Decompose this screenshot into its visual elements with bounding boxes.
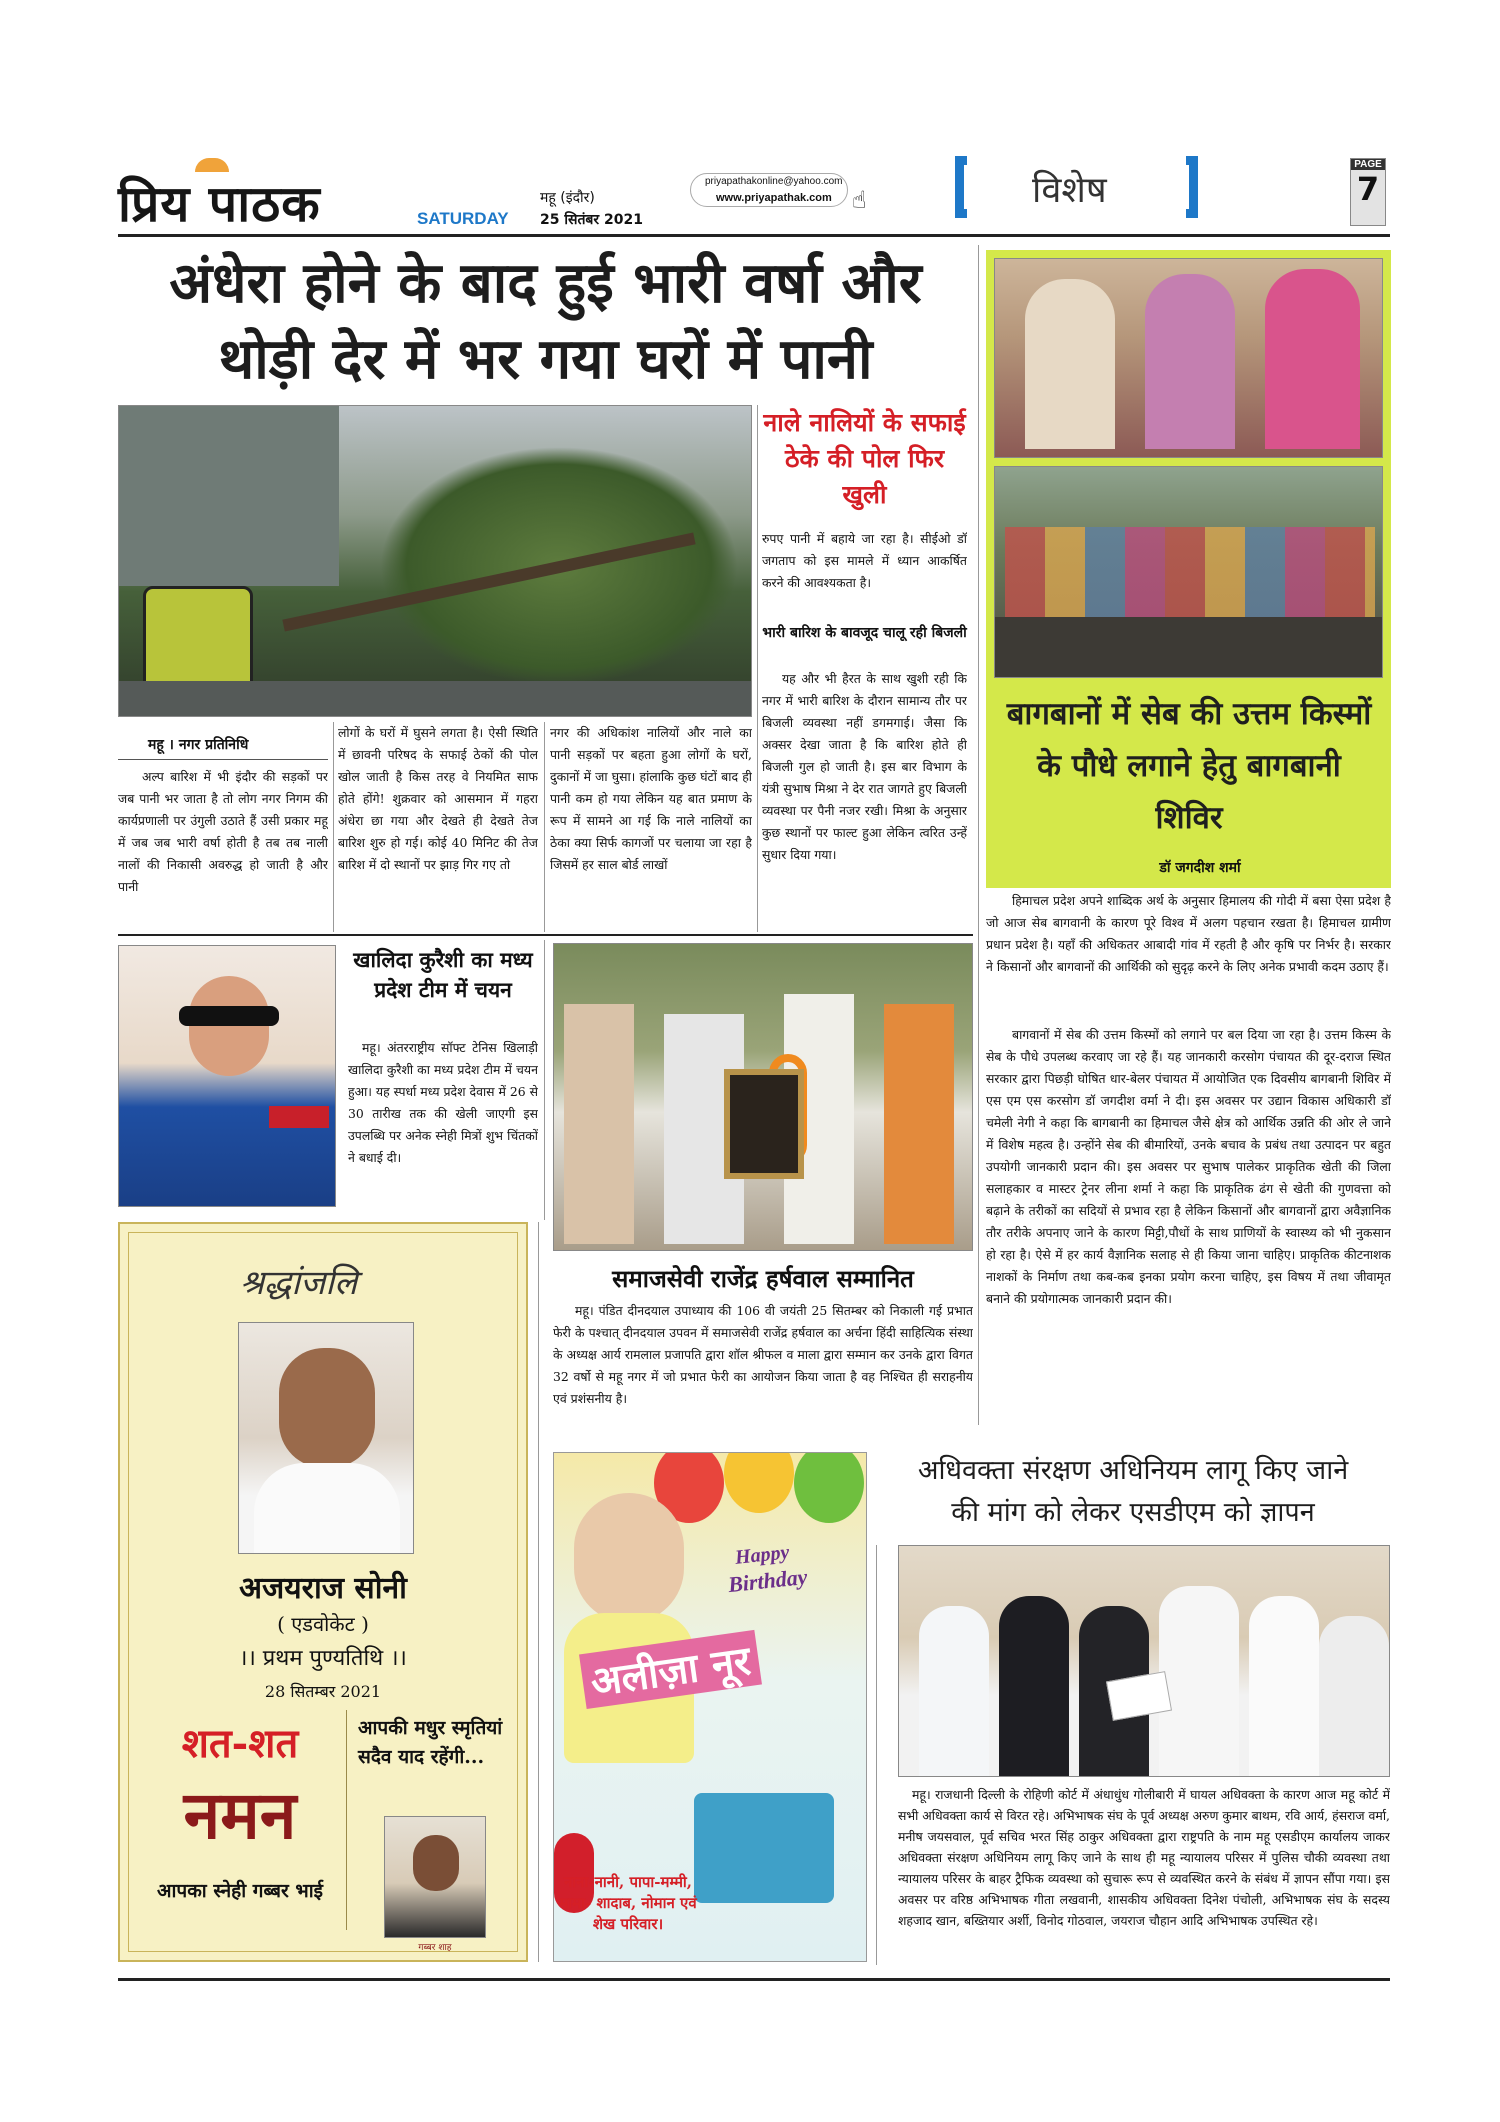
birthday-happy: Happy: [733, 1541, 791, 1569]
side-subheadline: भारी बारिश के बावजूद चालू रही बिजली: [762, 625, 967, 641]
birthday-bday: Birthday: [726, 1563, 809, 1598]
khalida-headline: खालिदा कुरैशी का मध्य प्रदेश टीम में चयन: [353, 947, 533, 1002]
masthead-date: 25 सितंबर 2021: [540, 212, 643, 228]
masthead-rule: [118, 234, 1390, 237]
dateline-underline: [118, 759, 328, 760]
pointer-hand-icon: ☝: [852, 186, 867, 214]
advocate-photo: [898, 1545, 1390, 1777]
masthead: [0, 0, 1500, 235]
lead-headline-line1: अंधेरा होने के बाद हुई भारी वर्षा और: [169, 250, 922, 316]
tribute-title: ( एडवोकेट ): [277, 1612, 369, 1636]
tribute-portrait: [238, 1322, 414, 1554]
masthead-website[interactable]: www.priyapathak.com: [716, 192, 832, 204]
page-label: PAGE: [1351, 159, 1385, 170]
tribute-memory: आपकी मधुर स्मृतियां सदैव याद रहेंगी...: [358, 1717, 503, 1768]
page-number: 7: [1356, 170, 1380, 208]
masthead-place: महू (इंदौर): [540, 190, 595, 206]
garden-byline: डॉ जगदीश शर्मा: [1159, 860, 1241, 876]
birthday-name: अलीज़ा नूर: [579, 1630, 762, 1709]
garden-photo-1: [994, 258, 1383, 458]
tribute-script-title: श्रद्धांजलि: [240, 1263, 358, 1303]
sender-photo: [384, 1816, 486, 1938]
tribute-occasion: ।। प्रथम पुण्यतिथि ।।: [239, 1646, 407, 1671]
section-bracket-right-icon: [1186, 156, 1198, 218]
advocate-headline-line1: अधिवक्ता संरक्षण अधिनियम लागू किए जाने: [917, 1455, 1349, 1486]
section-bracket-left-icon: [955, 156, 967, 218]
garden-headline: बागबानों में सेब की उत्तम किस्मों के पौधे लगाने हेतु बागबानी शिविर: [1006, 696, 1372, 836]
lead-col-3: नगर की अधिकांश नालियों और नाले का पानी सड़कों पर बहता हुआ लोगों के घरों, दुकानों में जा घुसा। हांलाकि कुछ घंटों बाद ही पानी कम हो गया लेकिन यह बात प्रमाण के रूप में सामने आ गई कि नाले नालियों का ठेका क्या सिर्फ कागजों पर चलाया जा रहा है जिसमें हर साल बोर्ड लाखों: [550, 725, 752, 872]
birthday-wishes: नाना-नानी, पापा-मम्मी, मामा- शादाब, नोमान एवं शेख परिवार।: [559, 1873, 697, 1933]
lead-headline-line2: थोड़ी देर में भर गया घरों में पानी: [218, 326, 873, 392]
tribute-big-2: नमन: [183, 1776, 297, 1854]
lead-headline: [118, 245, 973, 397]
garden-para-1: हिमाचल प्रदेश अपने शाब्दिक अर्थ के अनुसार हिमालय की गोदी में बसा ऐसा प्रदेश है जो आज सेब बागवानी के कारण पूरे विश्व में अलग पहचान रखता है। हिमाचल ग्रामीण प्रधान प्रदेश है। यहाँ की अधिकतर आबादी गांव में रहती है और कृषि पर निर्भर है। सरकार ने किसानों और बागवानों की आर्थिकी को सुदृढ़ करने के लिए अनेक प्रभावी कदम उठाए हैं।: [986, 893, 1391, 974]
khalida-text: महू। अंतरराष्ट्रीय सॉफ्ट टेनिस खिलाड़ी खालिदा कुरैशी का मध्य प्रदेश टीम में चयन हुआ। यह स्पर्धा मध्य प्रदेश देवास में 26 से 30 तारीख तक की खेली जाएगी इस उपलब्धि पर अनेक स्नेही मित्रों शुभ चिंतकों ने बधाई दी।: [348, 1040, 538, 1165]
lead-col-2: लोगों के घरों में घुसने लगता है। ऐसी स्थिति में छावनी परिषद के सफाई ठेकों की पोल खोल जाती है किस तरह वे नियमित साफ होते होंगे! शुक्रवार को आसमान में गहरा अंधेरा छा गया और देखते ही देखते तेज बारिश शुरु हो गई। कोई 40 मिनिट की तेज बारिश में दो स्थानों पर झाड़ गिर गए तो: [338, 725, 538, 872]
tribute-sender: आपका स्नेही गब्बर भाई: [157, 1880, 323, 1902]
masthead-email[interactable]: priyapathakonline@yahoo.com: [705, 176, 843, 187]
tribute-date: 28 सितम्बर 2021: [264, 1682, 382, 1701]
section-label: विशेष: [1032, 170, 1107, 211]
masthead-day: SATURDAY: [417, 209, 509, 228]
khalida-photo: [118, 945, 336, 1207]
advocate-text: महू। राजधानी दिल्ली के रोहिणी कोर्ट में अंधाधुंध गोलीबारी में घायल अधिवक्ता के कारण आज महू कोर्ट में सभी अधिवक्ता कार्य से विरत रहे। अभिभाषक संघ के पूर्व अध्यक्ष अरुण कुमार बाथम, रवि आर्य, हंसराज वर्मा, मनीष जयसवाल, पूर्व सचिव भरत सिंह ठाकुर अधिवक्ता द्वारा राष्ट्रपति के नाम महू एसडीएम कार्यालय जाकर अधिवक्ता संरक्षण अधिनियम लागू किए जाने के साथ ही महू न्यायालय परिसर में पुलिस चौकी व्यवस्था तथा न्यायालय परिसर के बाहर ट्रैफिक व्यवस्था को सुचारू रूप से व्यवस्थित करने के संबंध में ज्ञापन सौंपा गया। इस अवसर पर वरिष्ठ अभिभाषक गीता लखवानी, शासकीय अधिवक्ता दिनेश पंचोली, अभिभाषक संघ के सदस्य शहजाद खान, बख्तियार अर्शी, विनोद गोठवाल, जयराज चौहान आदि अभिभाषक उपस्थित रहे।: [898, 1787, 1390, 1928]
rajendra-text: महू। पंडित दीनदयाल उपाध्याय की 106 वी जयंती 25 सितम्बर को निकाली गई प्रभात फेरी के पश्चात् दीनदयाल उपवन में समाजसेवी राजेंद्र हर्षवाल का अर्चना हिंदी साहित्यिक संस्था के अध्यक्ष आर्य रामलाल प्रजापति द्वारा शॉल श्रीफल व माला द्वारा सम्मान कर उनके द्वारा विगत 32 वर्षो से महू नगर में जो प्रभात फेरी का आयोजन किया जाता है वह निश्चित ही सराहनीय एवं प्रशंसनीय है।: [553, 1303, 973, 1406]
side-text-2: यह और भी हैरत के साथ खुशी रही कि नगर में भारी बारिश के दौरान सामान्य तौर पर बिजली व्यवस्था नहीं डगमगाई। जैसा कि अक्सर देखा जाता है कि बारिश होते ही बिजली गुल हो जाती है। इस बार विभाग के यंत्री सुभाष मिश्रा ने देर रात जागते हुए बिजली व्यवस्था पर पैनी नजर रखी। मिश्रा के अनुसार कुछ स्थानों पर फाल्ट हुआ लेकिन त्वरित उन्हें सुधार दिया गया।: [762, 671, 967, 862]
rajendra-photo: [553, 943, 973, 1251]
garden-para-2: बागवानों में सेब की उत्तम किस्मों को लगाने पर बल दिया जा रहा है। उत्तम किस्म के सेब के पौधे उपलब्ध करवाए जा रहे हैं। यह जानकारी करसोग पंचायत की दूर-दराज स्थित सरकार द्वारा पिछड़ी घोषित धार-बेलर पंचायत में आयोजित एक दिवसीय बागबानी शिविर में एस एम एस करसोग डॉ जगदीश वर्मा ने दी। इस अवसर पर उद्यान विकास अधिकारी डॉ चमेली नेगी ने कहा कि बागबानी का हिमाचल जैसे क्षेत्र को आर्थिक उन्नति की ओर ले जाने में विशेष महत्व है। उन्होंने सेब की बीमारियों, उनके बचाव के प्रबंध तथा उत्पादन पर बहुत उपयोगी जानकारी प्रदान की। इस अवसर पर सुभाष पालेकर प्राकृतिक खेती की जिला सलाहकार व मास्टर ट्रेनर लीना शर्मा ने कहा कि प्राकृतिक ढंग से खेती की गुणवत्ता को बढ़ाने के तरीकों का सदियों से प्रभाव रहा है लेकिन किसानों और बागवानों द्वारा अवैज्ञानिक तौर तरीके अपनाए जाने के कारण मिट्टी,पौधों के साथ प्राणियों के स्वास्थ्य को भी नुकसान हो रहा है। ऐसे में हर कार्य वैज्ञानिक सलाह से ही किया जाना चाहिए। प्राकृतिक कीटनाशक नाशकों के निर्माण तथा कब-कब इनका प्रयोग करना चाहिए, इस विषय में तथा जीवामृत बनाने की प्रयोगात्मक जानकारी प्रदान की।: [986, 1027, 1391, 1306]
sender-photo-caption: गब्बर शाह: [418, 1943, 452, 1953]
side-text-1: रुपए पानी में बहाये जा रहा है। सीईओ डॉ जगताप को इस मामले में ध्यान आकर्षित करने की आवश्यकता है।: [762, 531, 967, 590]
masthead-logo: प्रिय पाठक: [118, 174, 321, 233]
rajendra-headline: समाजसेवी राजेंद्र हर्षवाल सम्मानित: [612, 1264, 914, 1293]
footer-rule: [118, 1978, 1390, 1981]
advocate-headline-line2: की मांग को लेकर एसडीएम को ज्ञापन: [951, 1497, 1315, 1528]
tribute-divider: [346, 1710, 347, 1930]
side-headline: नाले नालियों के सफाई ठेके की पोल फिर खुली: [763, 408, 966, 509]
page-number-badge: [1350, 158, 1386, 226]
lead-dateline: महू । नगर प्रतिनिधि: [148, 737, 249, 753]
tribute-name: अजयराज सोनी: [239, 1571, 407, 1606]
lead-col-1: अल्प बारिश में भी इंदौर की सड़कों पर जब पानी भर जाता है तो लोग नगर निगम की कार्यप्रणाली पर उंगुली उठाते हैं उसी प्रकार महू में जब जब भारी वर्षा होती है तब तब नाली नालों की निकासी अवरुद्ध हो जाती है और पानी: [118, 769, 328, 894]
tribute-big-1: शत-शत: [181, 1720, 299, 1767]
fallen-tree-photo: [118, 405, 752, 717]
garden-photo-2: [994, 466, 1383, 678]
advocate-headline: [876, 1450, 1390, 1534]
